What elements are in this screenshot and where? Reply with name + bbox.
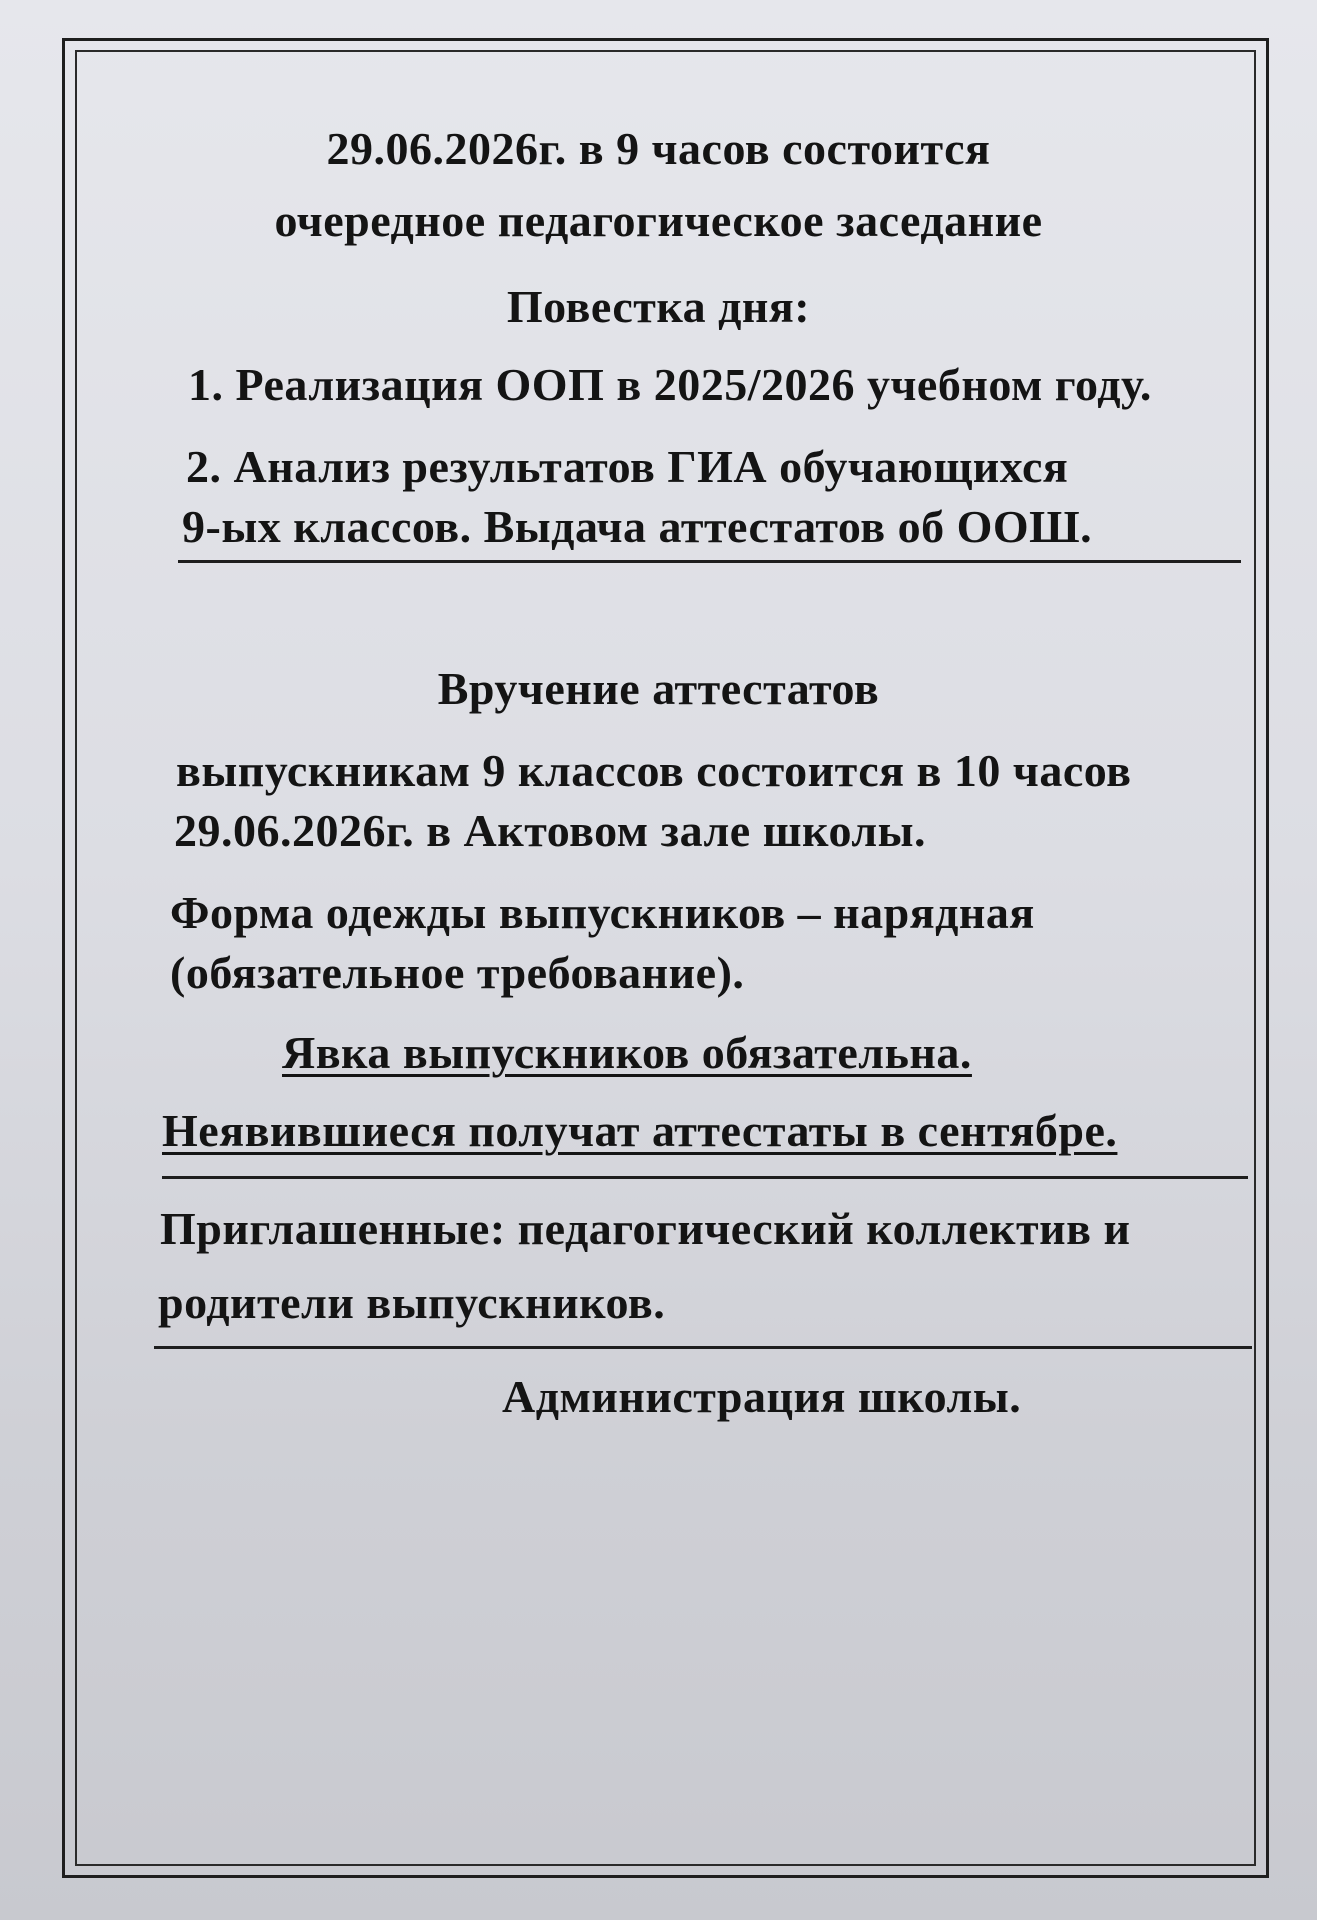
signature: Администрация школы. — [502, 1371, 1022, 1422]
heading-line-2: очередное педагогическое заседание — [274, 195, 1043, 246]
divider-rule — [178, 560, 1241, 563]
dress-code-line-1: Форма одежды выпускников – нарядная — [170, 887, 1035, 938]
absent-note: Неявившиеся получат аттестаты в сентябре. — [162, 1105, 1118, 1156]
agenda-item-2-line-1: 2. Анализ результатов ГИА обучающихся — [186, 441, 1069, 492]
agenda-item-2-line-2: 9-ых классов. Выдача аттестатов об ООШ. — [182, 501, 1093, 552]
invited-line-1: Приглашенные: педагогический коллектив и — [160, 1203, 1131, 1254]
ceremony-line-2: 29.06.2026г. в Актовом зале школы. — [174, 805, 927, 856]
heading-line-1: 29.06.2026г. в 9 часов состоится — [326, 123, 991, 174]
divider-rule — [154, 1346, 1252, 1349]
ceremony-line-1: выпускникам 9 классов состоится в 10 часов — [176, 745, 1132, 796]
agenda-item-1: 1. Реализация ООП в 2025/2026 учебном году. — [188, 359, 1152, 410]
agenda-title: Повестка дня: — [506, 281, 811, 332]
ceremony-title: Вручение аттестатов — [437, 663, 880, 714]
divider-rule — [162, 1176, 1248, 1179]
attendance-required: Явка выпускников обязательна. — [282, 1027, 972, 1078]
dress-code-line-2: (обязательное требование). — [170, 947, 745, 998]
invited-line-2: родители выпускников. — [158, 1277, 666, 1328]
